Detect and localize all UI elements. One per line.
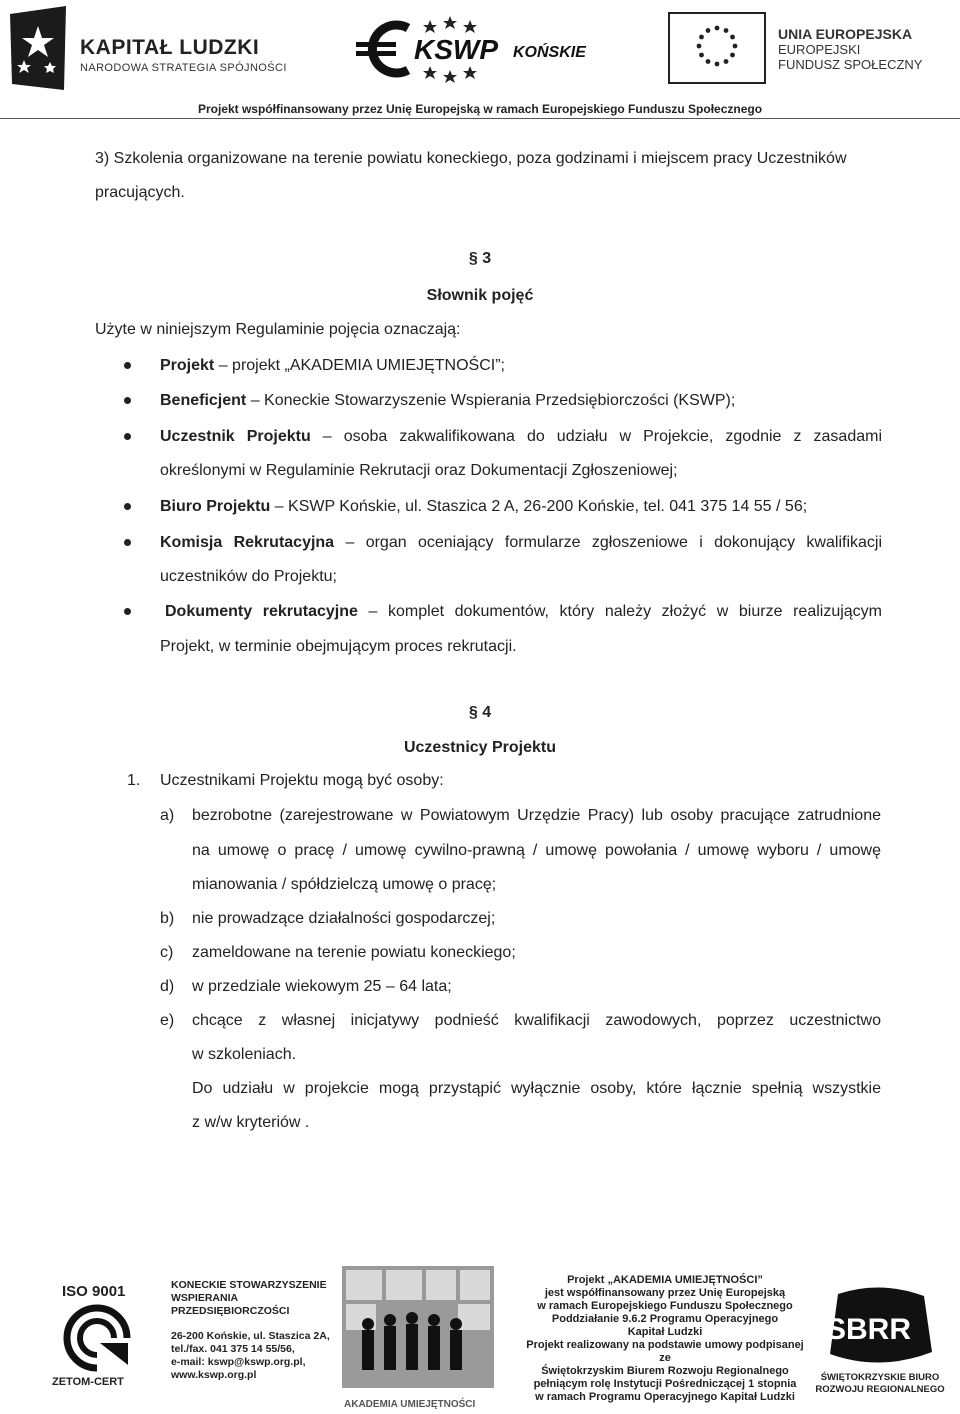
criteria-letter: a) bbox=[160, 807, 175, 824]
def-term: Komisja Rekrutacyjna bbox=[160, 534, 335, 551]
project-info-line: jest współfinansowany przez Unię Europejską bbox=[544, 1287, 786, 1299]
sbrr-name bbox=[815, 1372, 945, 1396]
zetom-label: ZETOM-CERT bbox=[52, 1376, 124, 1388]
criteria-letter: e) bbox=[160, 1012, 175, 1029]
intro-item-3-line1: 3) Szkolenia organizowane na terenie powiatu koneckiego, poza godzinami i miejscem pracy Uczestników bbox=[95, 150, 847, 167]
criteria-e-line2: w szkoleniach. bbox=[192, 1046, 297, 1063]
project-info-line: Poddziałanie 9.6.2 Programu Operacyjnego bbox=[551, 1313, 779, 1325]
kapital-ludzki-subtitle: NARODOWA STRATEGIA SPÓJNOŚCI bbox=[80, 62, 287, 74]
criteria-letter: b) bbox=[160, 910, 175, 927]
def-uczestnik-cont: określonymi w Regulaminie Rekrutacji oraz Dokumentacji Zgłoszeniowej; bbox=[160, 462, 678, 479]
def-beneficjent bbox=[160, 391, 735, 411]
def-term: Biuro Projektu bbox=[160, 498, 271, 515]
project-info-line: pełniącym rolę Instytucji Pośredniczącej 1 stopnia bbox=[533, 1378, 797, 1390]
bullet-icon bbox=[124, 503, 131, 510]
def-term: Beneficjent bbox=[160, 392, 247, 409]
def-text: – projekt „AKADEMIA UMIEJĘTNOŚCI”; bbox=[214, 357, 505, 374]
sbrr-name-line1: ŚWIĘTOKRZYSKIE BIURO bbox=[820, 1372, 940, 1383]
bullet-icon bbox=[124, 362, 131, 369]
def-projekt bbox=[160, 356, 505, 376]
criteria-a-line2: na umowę o pracę / umowę cywilno-prawną / umowę powołania / umowę wyboru / umowę bbox=[192, 842, 881, 859]
project-info-line: w ramach Europejskiego Funduszu Społecznego bbox=[537, 1300, 793, 1312]
point-1-text: Uczestnikami Projektu mogą być osoby: bbox=[160, 772, 444, 789]
kapital-ludzki-logo-icon bbox=[8, 4, 68, 92]
section-3-number: § 3 bbox=[468, 250, 492, 267]
project-info-line: Kapitał Ludzki bbox=[627, 1326, 703, 1338]
point-1-number: 1. bbox=[127, 772, 141, 789]
criteria-a-line3: mianowania / spółdzielczą umowę o pracę; bbox=[192, 876, 497, 893]
org-name-line3: PRZEDSIĘBIORCZOŚCI bbox=[171, 1305, 290, 1317]
def-komisja bbox=[160, 533, 882, 553]
akademia-puzzle-people-icon bbox=[338, 1262, 498, 1392]
cofinancing-note: Projekt współfinansowany przez Unię Europejską w ramach Europejskiego Funduszu Społecznego bbox=[197, 102, 763, 116]
def-term: Uczestnik Projektu bbox=[160, 428, 311, 445]
kswp-logo-subtext: KOŃSKIE bbox=[513, 44, 586, 61]
bullet-icon bbox=[124, 397, 131, 404]
criteria-letter: c) bbox=[160, 944, 174, 961]
criteria-a-line1: bezrobotne (zarejestrowane w Powiatowym Urzędzie Pracy) lub osoby pracujące zatrudnione bbox=[192, 807, 881, 824]
kswp-logo-text: KSWP bbox=[414, 34, 498, 65]
address-line4: www.kswp.org.pl bbox=[171, 1369, 257, 1381]
project-info-line: Projekt „AKADEMIA UMIEJĘTNOŚCI” bbox=[567, 1274, 763, 1286]
def-text: – KSWP Końskie, ul. Staszica 2 A, 26-200 Końskie, tel. 041 375 14 55 / 56; bbox=[270, 498, 808, 515]
def-uczestnik bbox=[160, 427, 882, 447]
project-info-line: w ramach Programu Operacyjnego Kapitał Ludzki bbox=[535, 1391, 795, 1403]
section-3-lead: Użyte w niniejszym Regulaminie pojęcia oznaczają: bbox=[95, 321, 461, 338]
closing-line1: Do udziału w projekcie mogą przystąpić wyłącznie osoby, które łącznie spełnią wszystkie bbox=[192, 1080, 881, 1097]
sbrr-logo-text: SBRR bbox=[826, 1313, 912, 1346]
criteria-d: w przedziale wiekowym 25 – 64 lata; bbox=[192, 978, 452, 995]
bullet-icon bbox=[124, 539, 131, 546]
def-dokumenty bbox=[165, 602, 882, 622]
eu-flag-icon bbox=[668, 12, 766, 84]
bullet-icon bbox=[124, 433, 131, 440]
section-4-title: Uczestnicy Projektu bbox=[403, 739, 557, 756]
eu-title: UNIA EUROPEJSKA bbox=[778, 26, 913, 42]
criteria-e-line1: chcące z własnej inicjatywy podnieść kwalifikacji zawodowych, poprzez uczestnictwo bbox=[192, 1012, 881, 1029]
header-divider bbox=[0, 118, 960, 119]
criteria-letter: d) bbox=[160, 978, 175, 995]
zetom-cert-icon bbox=[52, 1303, 142, 1373]
project-info-line: Projekt realizowany na podstawie umowy podpisanej ze bbox=[526, 1339, 804, 1364]
def-text: – Koneckie Stowarzyszenie Wspierania Przedsiębiorczości (KSWP); bbox=[246, 392, 736, 409]
project-info-block bbox=[520, 1274, 810, 1404]
section-3-title: Słownik pojęć bbox=[426, 287, 534, 304]
def-komisja-cont: uczestników do Projektu; bbox=[160, 568, 337, 585]
section-4-number: § 4 bbox=[468, 704, 492, 721]
def-text: – komplet dokumentów, który należy złożyć w biurze realizującym bbox=[357, 603, 883, 620]
address-line1: 26-200 Końskie, ul. Staszica 2A, bbox=[171, 1330, 330, 1342]
intro-item-3-line2: pracujących. bbox=[95, 184, 185, 201]
criteria-c: zameldowane na terenie powiatu koneckiego; bbox=[192, 944, 516, 961]
org-name-line1: KONECKIE STOWARZYSZENIE bbox=[171, 1279, 327, 1291]
kapital-ludzki-title: KAPITAŁ LUDZKI bbox=[80, 36, 260, 59]
def-biuro bbox=[160, 497, 807, 517]
bullet-icon bbox=[124, 608, 131, 615]
def-text: – osoba zakwalifikowana do udziału w Projekcie, zgodnie z zasadami bbox=[310, 428, 882, 445]
address-line3: e-mail: kswp@kswp.org.pl, bbox=[171, 1356, 306, 1368]
project-info-line: Świętokrzyskim Biurem Rozwoju Regionalnego bbox=[541, 1365, 789, 1377]
eu-fund-line2: FUNDUSZ SPOŁECZNY bbox=[778, 57, 923, 72]
def-text: – organ oceniający formularze zgłoszeniowe i dokonujący kwalifikacji bbox=[334, 534, 883, 551]
sbrr-name-line2: ROZWOJU REGIONALNEGO bbox=[815, 1384, 945, 1395]
criteria-b: nie prowadzące działalności gospodarczej; bbox=[192, 910, 496, 927]
def-dokumenty-cont: Projekt, w terminie obejmującym proces rekrutacji. bbox=[160, 638, 517, 655]
iso-label: ISO 9001 bbox=[62, 1283, 126, 1300]
def-term: Dokumenty rekrutacyjne bbox=[165, 603, 358, 620]
address-line2: tel./fax. 041 375 14 55/56, bbox=[171, 1343, 295, 1355]
eu-fund-line1: EUROPEJSKI bbox=[778, 42, 861, 57]
def-term: Projekt bbox=[160, 357, 215, 374]
akademia-label: AKADEMIA UMIEJĘTNOŚCI bbox=[344, 1399, 476, 1410]
org-name-line2: WSPIERANIA bbox=[171, 1292, 239, 1304]
closing-line2: z w/w kryteriów . bbox=[192, 1114, 310, 1131]
